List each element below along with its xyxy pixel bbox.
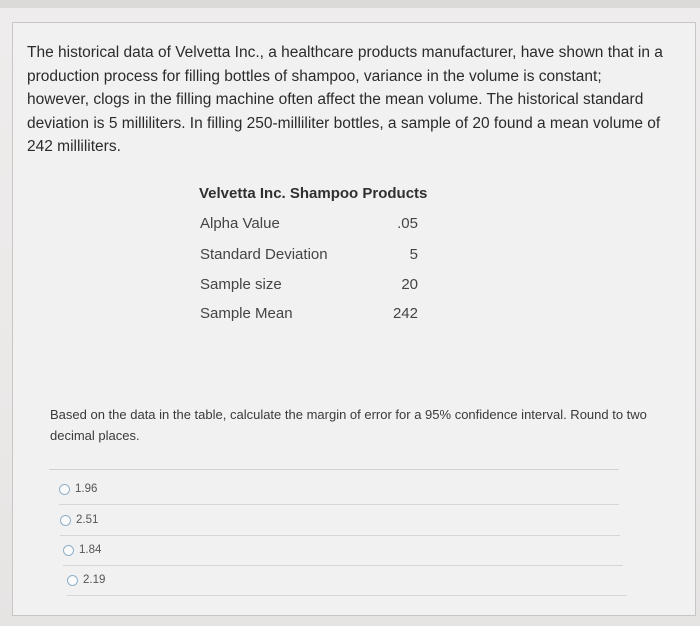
radio-button[interactable] <box>60 515 71 526</box>
row-label: Alpha Value <box>200 215 280 232</box>
row-label: Sample size <box>200 276 282 293</box>
choice-option[interactable] <box>59 478 619 505</box>
row-value: 5 <box>409 246 418 263</box>
choice-label: 2.19 <box>83 574 106 586</box>
row-value: 242 <box>392 305 418 322</box>
divider <box>49 469 619 470</box>
table-row <box>198 305 428 329</box>
question-card <box>12 22 696 616</box>
top-bar <box>0 0 700 8</box>
radio-button[interactable] <box>67 575 78 586</box>
choice-label: 2.51 <box>76 514 99 526</box>
table-row <box>198 215 428 239</box>
choice-label: 1.84 <box>79 544 102 556</box>
problem-statement: The historical data of Velvetta Inc., a healthcare products manufacturer, have shown that in a production process for filling bottles of shampoo, variance in the volume is constant; however, clogs in the filling machine often affect the mean volume. The historical standard deviation is 5 milliliters. In filling 250-milliliter bottles, a sample of 20 found a mean volume of 242 milliliters. <box>27 44 663 155</box>
row-label: Sample Mean <box>200 305 293 322</box>
choice-label: 1.96 <box>75 483 98 495</box>
choice-option[interactable] <box>63 539 623 566</box>
row-label: Standard Deviation <box>200 246 328 263</box>
choice-option[interactable] <box>60 509 620 536</box>
table-row <box>198 276 428 300</box>
row-value: .05 <box>397 215 418 232</box>
choice-option[interactable] <box>67 569 627 596</box>
row-value: 20 <box>401 276 418 293</box>
radio-button[interactable] <box>63 545 74 556</box>
table-row <box>198 246 428 270</box>
table-title: Velvetta Inc. Shampoo Products <box>199 185 428 202</box>
radio-button[interactable] <box>59 484 70 495</box>
question-text: Based on the data in the table, calculate the margin of error for a 95% confidence interval. Round to two decimal places. <box>50 407 647 443</box>
